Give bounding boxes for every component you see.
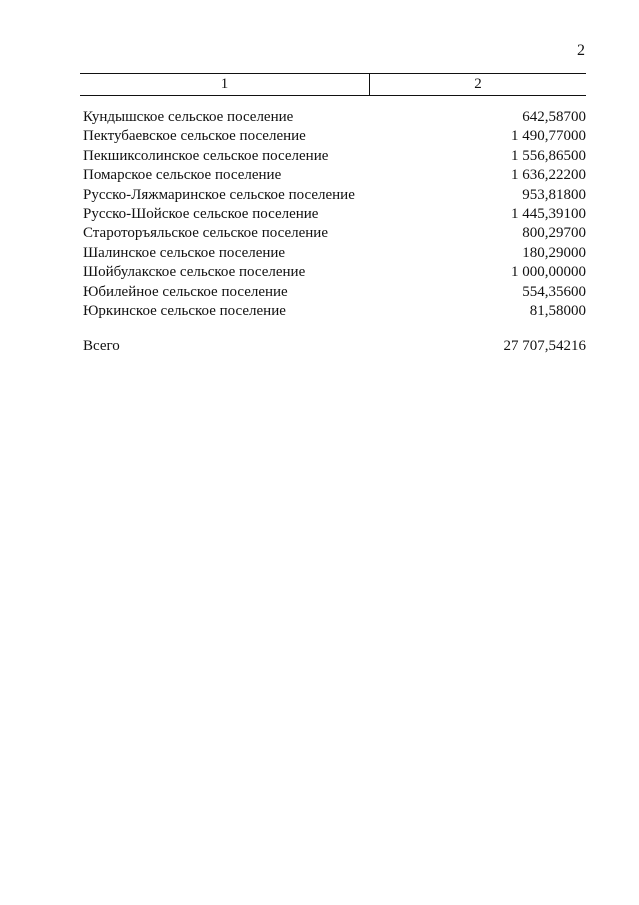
column-header-1: 1 <box>80 74 370 95</box>
settlement-amount: 1 490,77000 <box>511 128 586 145</box>
column-header-2: 2 <box>474 76 482 92</box>
settlement-name: Помарское сельское поселение <box>83 167 282 184</box>
table-row <box>83 224 586 243</box>
settlement-list <box>83 108 586 321</box>
settlement-name: Пекшиксолинское сельское поселение <box>83 147 329 164</box>
table-header <box>80 73 586 96</box>
page-number: 2 <box>577 42 585 59</box>
table-row <box>83 302 586 321</box>
settlement-name: Юркинское сельское поселение <box>83 302 286 319</box>
settlement-amount: 554,35600 <box>522 283 586 300</box>
total-amount: 27 707,54216 <box>503 338 586 354</box>
settlement-amount: 1 556,86500 <box>511 147 586 164</box>
settlement-name: Шалинское сельское поселение <box>83 244 286 261</box>
table-row <box>83 283 586 302</box>
total-row <box>83 337 586 356</box>
settlement-amount: 1 636,22200 <box>511 167 586 184</box>
table-row <box>83 244 586 263</box>
settlement-amount: 800,29700 <box>522 225 586 242</box>
settlement-amount: 642,58700 <box>522 109 586 125</box>
table-row <box>83 108 586 127</box>
settlement-amount: 1 445,39100 <box>511 205 586 222</box>
table-row <box>83 127 586 146</box>
table-row <box>83 263 586 282</box>
settlement-name: Пектубаевское сельское поселение <box>83 128 306 145</box>
table-row <box>83 166 586 185</box>
settlement-name: Кундышское сельское поселение <box>83 109 294 125</box>
settlement-amount: 1 000,00000 <box>511 264 586 281</box>
settlement-amount: 953,81800 <box>522 186 586 203</box>
settlement-name: Русско-Шойское сельское поселение <box>83 205 319 222</box>
table-row <box>83 147 586 166</box>
settlement-amount: 81,58000 <box>529 302 586 319</box>
settlement-name: Русско-Ляжмаринское сельское поселение <box>83 186 355 203</box>
settlement-name: Шойбулакское сельское поселение <box>83 264 306 281</box>
settlement-amount: 180,29000 <box>522 244 586 261</box>
total-label: Всего <box>83 338 120 354</box>
table-row <box>83 186 586 205</box>
settlement-name: Староторъяльское сельское поселение <box>83 225 328 242</box>
table-row <box>83 205 586 224</box>
settlement-name: Юбилейное сельское поселение <box>83 283 288 300</box>
